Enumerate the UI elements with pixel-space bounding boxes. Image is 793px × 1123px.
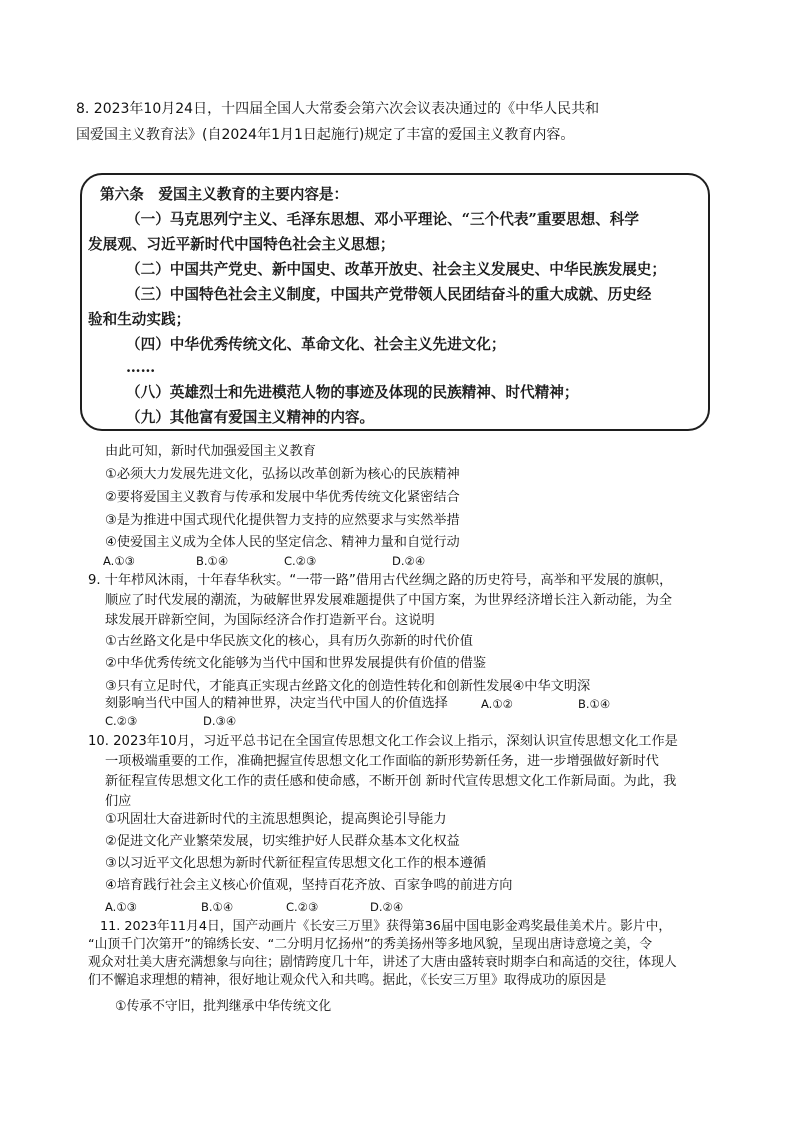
q8-choice-d[interactable]: D.②④ bbox=[392, 554, 426, 568]
q10-choice-c[interactable]: C.②③ bbox=[286, 900, 319, 914]
q9-option-4: 刻影响当代中国人的精神世界，决定当代中国人的价值选择 bbox=[105, 696, 448, 711]
q11-stem-line-3: 观众对壮美大唐充满想象与向往；剧情跨度几十年，讲述了大唐由盛转衰时期李白和高适的交往，体现人 bbox=[88, 955, 677, 970]
q9-choice-b[interactable]: B.①④ bbox=[578, 697, 611, 711]
q10-stem-line-4: 们应 bbox=[105, 794, 132, 809]
q10-option-3: ③以习近平文化思想为新时代新征程宣传思想文化工作的根本遵循 bbox=[105, 856, 487, 871]
q9-choice-d[interactable]: D.③④ bbox=[203, 714, 237, 728]
q11-stem-line-2: “山顶千门次第开”的锦绣长安、“二分明月忆扬州”的秀美扬州等多地风貌，呈现出唐诗意境之美，令 bbox=[88, 937, 652, 952]
q8-option-1: ①必须大力发展先进文化，弘扬以改革创新为核心的民族精神 bbox=[105, 467, 460, 482]
q9-option-2: ②中华优秀传统文化能够为当代中国和世界发展提供有价值的借鉴 bbox=[105, 656, 487, 671]
q9-stem-line-2: 顺应了时代发展的潮流，为破解世界发展难题提供了中国方案，为世界经济增长注入新动能，为全 bbox=[105, 593, 673, 608]
q8-lead: 由此可知，新时代加强爱国主义教育 bbox=[105, 444, 316, 459]
q9-stem-line-3: 球发展开辟新空间，为国际经济合作打造新平台。这说明 bbox=[105, 613, 435, 628]
law-item-4: （四）中华优秀传统文化、革命文化、社会主义先进文化； bbox=[126, 336, 506, 353]
q8-option-2: ②要将爱国主义教育与传承和发展中华优秀传统文化紧密结合 bbox=[105, 490, 460, 505]
q10-option-1: ①巩固壮大奋进新时代的主流思想舆论，提高舆论引导能力 bbox=[105, 812, 447, 827]
law-item-3-line-1: （三）中国特色社会主义制度，中国共产党带领人民团结奋斗的重大成就、历史经 bbox=[126, 286, 652, 303]
q8-choice-b[interactable]: B.①④ bbox=[196, 554, 229, 568]
law-item-1-line-1: （一）马克思列宁主义、毛泽东思想、邓小平理论、“三个代表”重要思想、科学 bbox=[126, 211, 639, 228]
q10-choice-d[interactable]: D.②④ bbox=[370, 900, 404, 914]
q8-stem-line-1: 8. 2023年10月24日，十四届全国人大常委会第六次会议表决通过的《中华人民共和 bbox=[76, 101, 600, 117]
q11-stem-line-4: 们不懈追求理想的精神，很好地让观众代入和共鸣。据此，《长安三万里》取得成功的原因是 bbox=[88, 973, 607, 988]
law-item-9: （九）其他富有爱国主义精神的内容。 bbox=[126, 409, 375, 426]
q11-stem-line-1: 11. 2023年11月4日，国产动画片《长安三万里》获得第36届中国电影金鸡奖最佳美术片。影片中， bbox=[100, 919, 672, 934]
q9-choice-a[interactable]: A.①② bbox=[481, 697, 513, 711]
law-item-3-line-2: 验和生动实践； bbox=[88, 311, 191, 328]
law-item-2: （二）中国共产党史、新中国史、改革开放史、社会主义发展史、中华民族发展史； bbox=[126, 261, 666, 278]
q11-option-1: ①传承不守旧，批判继承中华传统文化 bbox=[115, 999, 332, 1014]
q8-stem-line-2: 国爱国主义教育法》(自2024年1月1日起施行)规定了丰富的爱国主义教育内容。 bbox=[76, 127, 575, 143]
law-article-title: 第六条 爱国主义教育的主要内容是： bbox=[100, 186, 349, 203]
q8-option-4: ④使爱国主义成为全体人民的坚定信念、精神力量和自觉行动 bbox=[105, 535, 460, 550]
law-item-1-line-2: 发展观、习近平新时代中国特色社会主义思想； bbox=[88, 236, 395, 253]
q10-stem-line-2: 一项极端重要的工作，准确把握宣传思想文化工作面临的新形势新任务，进一步增强做好新时代 bbox=[105, 754, 659, 769]
law-item-8: （八）英雄烈士和先进模范人物的事迹及体现的民族精神、时代精神； bbox=[126, 384, 579, 401]
q8-choice-a[interactable]: A.①③ bbox=[103, 554, 135, 568]
q10-stem-line-3: 新征程宣传思想文化工作的责任感和使命感，不断开创 新时代宣传思想文化工作新局面。为此，我 bbox=[105, 774, 677, 789]
q10-option-4: ④培育践行社会主义核心价值观，坚持百花齐放、百家争鸣的前进方向 bbox=[105, 878, 513, 893]
q10-stem-line-1: 10. 2023年10月，习近平总书记在全国宣传思想文化工作会议上指示，深刻认识宣传思想文化工作是 bbox=[88, 734, 678, 749]
law-ellipsis: …… bbox=[126, 359, 156, 376]
q9-option-1: ①古丝路文化是中华民族文化的核心，具有历久弥新的时代价值 bbox=[105, 634, 473, 649]
q10-option-2: ②促进文化产业繁荣发展，切实维护好人民群众基本文化权益 bbox=[105, 834, 460, 849]
q10-choice-a[interactable]: A.①③ bbox=[105, 900, 137, 914]
q8-option-3: ③是为推进中国式现代化提供智力支持的应然要求与实然举措 bbox=[105, 513, 460, 528]
q8-choice-c[interactable]: C.②③ bbox=[284, 554, 317, 568]
q9-stem-line-1: 9. 十年栉风沐雨，十年春华秋实。“一带一路”借用古代丝绸之路的历史符号，高举和平发展的旗帜， bbox=[88, 573, 673, 588]
q9-option-3: ③只有立足时代，才能真正实现古丝路文化的创造性转化和创新性发展④中华文明深 bbox=[105, 679, 591, 694]
q10-choice-b[interactable]: B.①④ bbox=[201, 900, 234, 914]
q9-choice-c[interactable]: C.②③ bbox=[105, 714, 138, 728]
